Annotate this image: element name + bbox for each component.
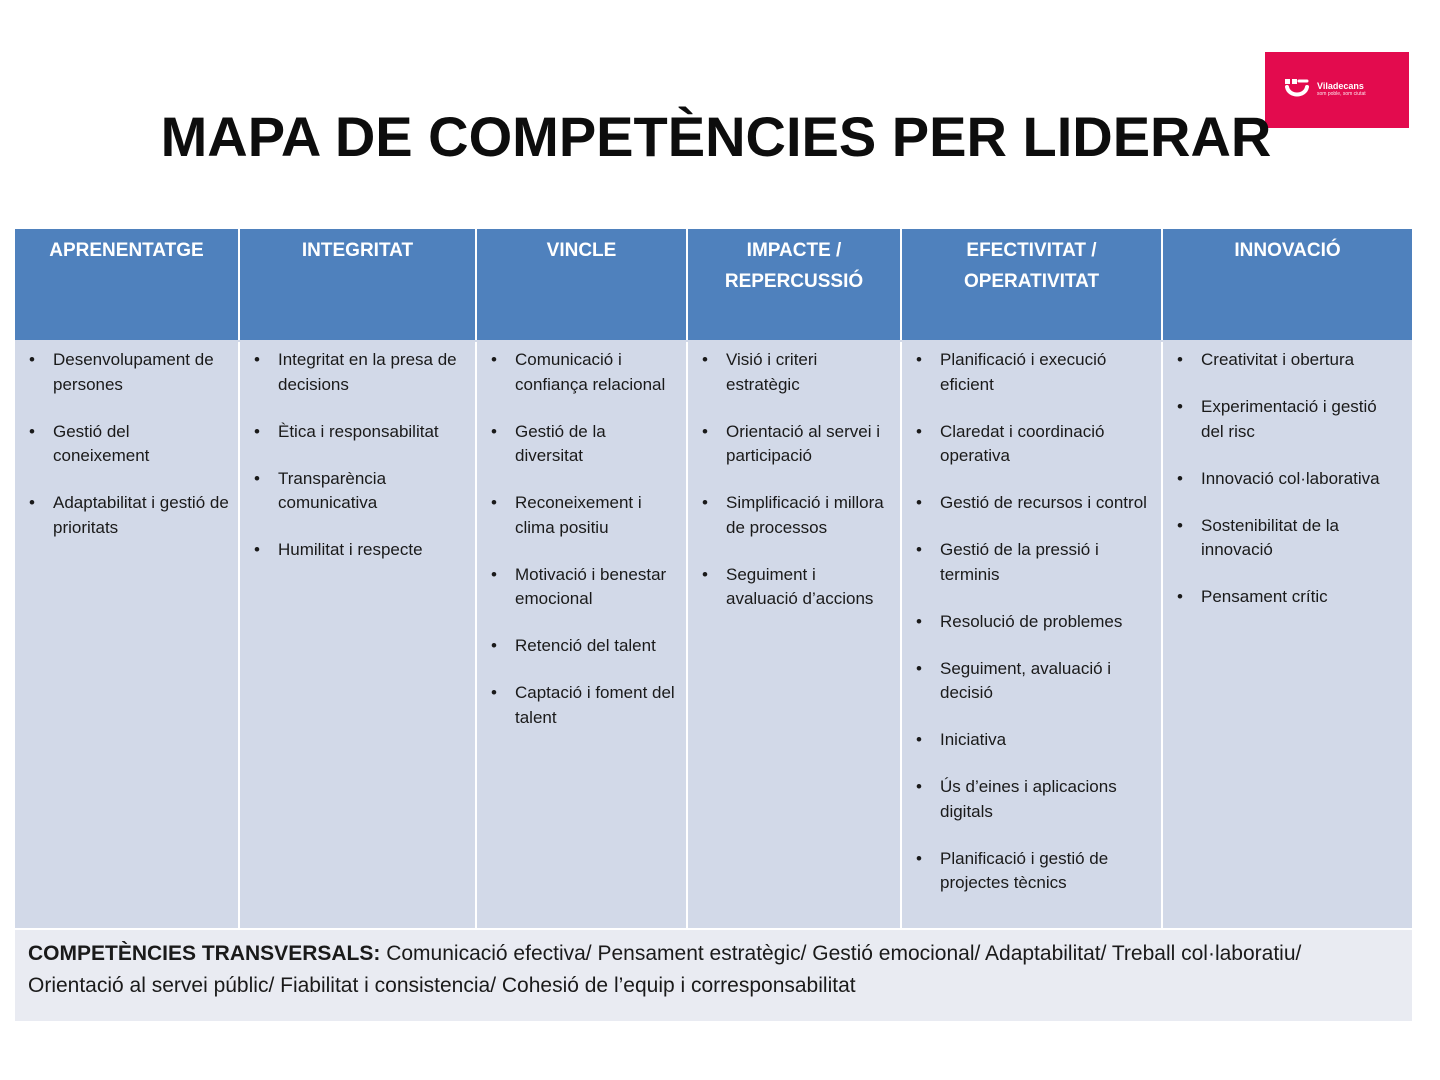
transversal-label: COMPETÈNCIES TRANSVERSALS: (28, 942, 381, 965)
list-item: • Captació i foment del talent (487, 681, 678, 730)
list-item: • Motivació i benestar emocional (487, 563, 678, 612)
column-items-impacte (688, 342, 902, 928)
list-item: • Transparència comunicativa (250, 467, 467, 516)
competency-table (15, 229, 1412, 1021)
column-items-innovacio (1163, 342, 1412, 928)
column-header-impacte: IMPACTE / REPERCUSSIÓ (688, 229, 902, 340)
list-item: • Visió i criteri estratègic (698, 348, 892, 397)
list-item: • Simplificació i millora de processos (698, 491, 892, 540)
transversal-competencies (15, 928, 1412, 1021)
logo-tagline: som poble, som ciutat (1317, 91, 1366, 98)
list-item: • Planificació i execució eficient (912, 348, 1153, 397)
viladecans-emblem-icon (1283, 77, 1311, 103)
list-item: • Reconeixement i clima positiu (487, 491, 678, 540)
list-item: • Gestió de la pressió i terminis (912, 538, 1153, 587)
table-body-row (15, 342, 1412, 928)
list-item: • Desenvolupament de persones (25, 348, 230, 397)
list-item: • Innovació col·laborativa (1173, 467, 1404, 492)
column-header-integritat: INTEGRITAT (240, 229, 477, 340)
column-header-vincle: VINCLE (477, 229, 688, 340)
column-items-efectivitat (902, 342, 1163, 928)
list-item: • Gestió de recursos i control (912, 491, 1153, 516)
page-title: MAPA DE COMPETÈNCIES PER LIDERAR (160, 105, 1272, 168)
list-item: • Gestió de la diversitat (487, 420, 678, 469)
list-item: • Ètica i responsabilitat (250, 420, 467, 445)
list-item: • Gestió del coneixement (25, 420, 230, 469)
list-item: • Seguiment i avaluació d’accions (698, 563, 892, 612)
list-item: • Seguiment, avaluació i decisió (912, 657, 1153, 706)
list-item: • Retenció del talent (487, 634, 678, 659)
list-item: • Integritat en la presa de decisions (250, 348, 467, 397)
column-items-aprenentatge (15, 342, 240, 928)
transversal-text: Comunicació efectiva/ Pensament estratègic/ Gestió emocional/ Adaptabilitat/ Treball col·laboratiu/ Orientació al servei públic/ Fiabilitat i consistencia/ Cohesió de l’equip i corresponsabilitat (28, 942, 1302, 997)
list-item: • Claredat i coordinació operativa (912, 420, 1153, 469)
list-item: • Humilitat i respecte (250, 538, 467, 563)
list-item: • Adaptabilitat i gestió de prioritats (25, 491, 230, 540)
list-item: • Creativitat i obertura (1173, 348, 1404, 373)
list-item: • Ús d’eines i aplicacions digitals (912, 775, 1153, 824)
list-item: • Resolució de problemes (912, 610, 1153, 635)
column-header-aprenentatge: APRENENTATGE (15, 229, 240, 340)
logo-name: Viladecans (1317, 81, 1364, 92)
list-item: • Sostenibilitat de la innovació (1173, 514, 1404, 563)
column-items-vincle (477, 342, 688, 928)
column-header-innovacio: INNOVACIÓ (1163, 229, 1412, 340)
list-item: • Comunicació i confiança relacional (487, 348, 678, 397)
list-item: • Iniciativa (912, 728, 1153, 753)
table-header-row (15, 229, 1412, 340)
list-item: • Experimentació i gestió del risc (1173, 395, 1404, 444)
list-item: • Planificació i gestió de projectes tècnics (912, 847, 1153, 896)
column-items-integritat (240, 342, 477, 928)
list-item: • Pensament crític (1173, 585, 1404, 610)
list-item: • Orientació al servei i participació (698, 420, 892, 469)
column-header-efectivitat: EFECTIVITAT / OPERATIVITAT (902, 229, 1163, 340)
